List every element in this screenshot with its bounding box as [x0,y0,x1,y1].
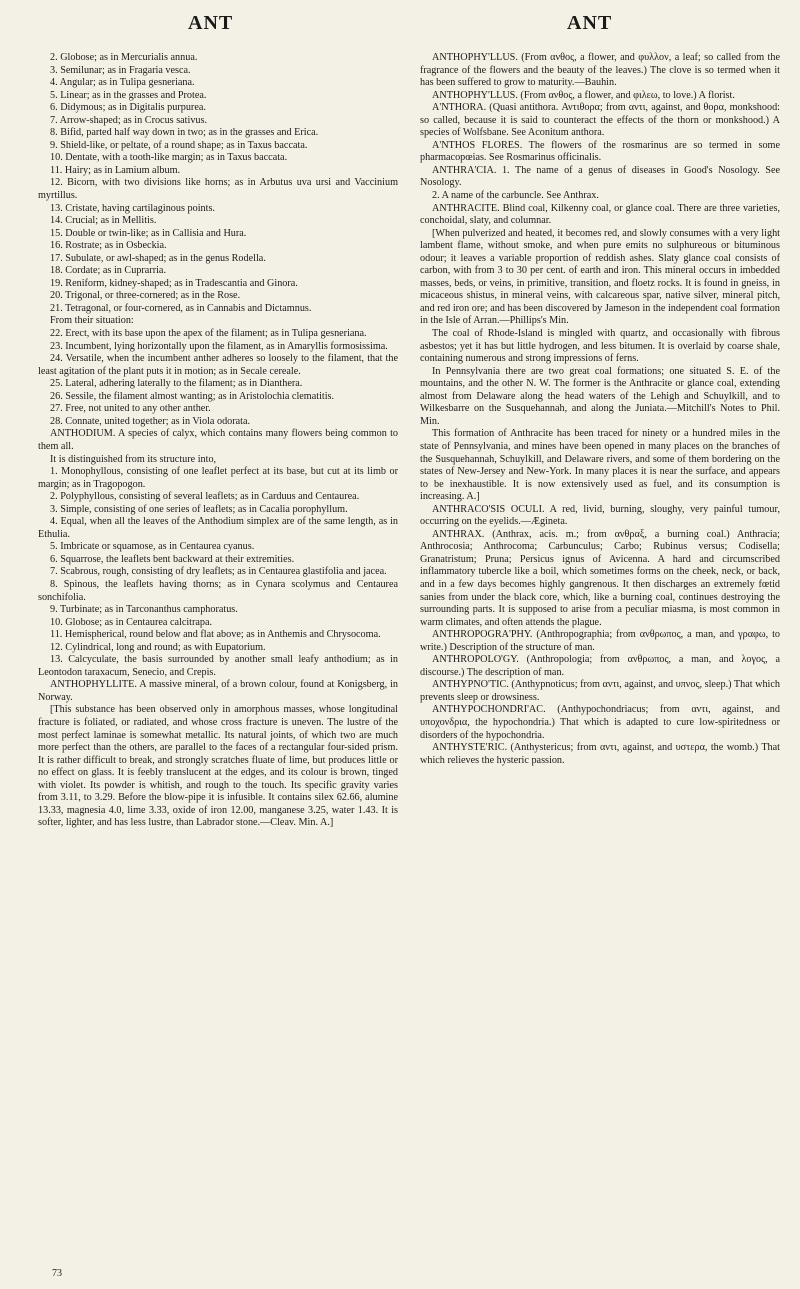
dictionary-entry: 27. Free, not united to any other anther. [50,403,211,415]
dictionary-entry: ANTHOPHYLLITE. A massive mineral, of a brown colour, found at Konigsberg, in Norway. [38,679,398,703]
dictionary-entry: From their situation: [50,315,134,327]
dictionary-entry: 7. Scabrous, rough, consisting of dry leaflets; as in Centaurea glastifolia and jacea. [50,566,387,578]
dictionary-entry: 9. Shield-like, or peltate, of a round shape; as in Taxus baccata. [50,139,308,151]
dictionary-entry: 16. Rostrate; as in Osbeckia. [50,240,167,252]
dictionary-entry: 11. Hemispherical, round below and flat above; as in Anthemis and Chrysocoma. [50,629,381,641]
dictionary-entry: 5. Imbricate or squamose, as in Centaurea cyanus. [50,541,255,553]
dictionary-entry: 14. Crucial; as in Mellitis. [50,215,157,227]
dictionary-entry: 13. Calcyculate, the basis surrounded by another small leafy anthodium; as in Leontodon taraxacum, Senecio, and Crepis. [38,654,398,678]
dictionary-entry: 17. Subulate, or awl-shaped; as in the genus Rodella. [50,252,266,264]
dictionary-entry: 22. Erect, with its base upon the apex of the filament; as in Tulipa gesneriana. [50,328,367,340]
dictionary-entry: 11. Hairy; as in Lamium album. [50,164,181,176]
dictionary-entry: 21. Tetragonal, or four-cornered, as in Cannabis and Dictamnus. [50,302,312,314]
dictionary-entry: 10. Dentate, with a tooth-like margin; as in Taxus baccata. [50,152,288,164]
running-head-left: ANT [188,12,234,34]
dictionary-entry: This formation of Anthracite has been traced for ninety or a hundred miles in the state of Pennsylvania, and mines have been opened in many places on the branches of the Susquehannah, Schuylkill, and Delaware rivers, and some of them bordering on the states of New-Jersey and New-York. In many places it is near the surface, and appears to be inexhaustible. It is now extensively used as fuel, and its consumption is increasing. A.] [420,428,780,503]
dictionary-entry: ANTHROPOGRA'PHY. (Anthropographia; from ανθρωπος, a man, and γραφω, to write.) Description of the structure of man. [420,629,780,653]
dictionary-entry: 2. Polyphyllous, consisting of several leaflets; as in Carduus and Centaurea. [50,491,360,503]
dictionary-entry: ANTHRACO'SIS OCULI. A red, livid, burning, sloughy, very painful tumour, occurring on the eyelids.—Ægineta. [420,503,780,528]
page-number: 73 [52,1268,62,1279]
dictionary-entry: 6. Squarrose, the leaflets bent backward at their extremities. [50,553,295,565]
dictionary-entry: 8. Spinous, the leaflets having thorns; as in Cynara scolymus and Centaurea sonchifolia. [38,578,398,603]
dictionary-entry: 1. Monophyllous, consisting of one leaflet perfect at its base, but cut at its limb or margin; as in Tragopogon. [38,466,398,490]
dictionary-entry: [When pulverized and heated, it becomes red, and slowly consumes with a very light lambent flame, without smoke, and when pure emits no sulphureous or bituminous odour; it leaves a variable proportion of reddish ashes. Slaty glance coal consists of carbon, with from 3 to 30 per cent. of earth and iron. This mineral occurs in imbedded masses, beds, or veins, in primitive, transition, and floetz rocks. It is found in gneiss, in micaceous shistus, in mineral veins, with calcareous spar, native silver, mineral pitch, and red iron ore; and has been discovered by Jameson in the independent coal formation in the Isle of Arran.—Phillips's Min. [420,227,780,327]
dictionary-entry: The coal of Rhode-Island is mingled with quartz, and occasionally with fibrous asbestos; yet it has but little hydrogen, and less bitumen. It is overlaid by coarse shale, containing numerous and strong impressions of ferns. [420,328,780,365]
dictionary-entry: ANTHYPNO'TIC. (Anthypnoticus; from αντι, against, and υπνος, sleep.) That which prevents sleep or drowsiness. [420,679,780,703]
dictionary-entry: 15. Double or twin-like; as in Callisia and Hura. [50,227,247,239]
dictionary-entry: 3. Semilunar; as in Fragaria vesca. [50,64,191,76]
dictionary-entry: ANTHOPHY'LLUS. (From ανθος, a flower, and φιλεω, to love.) A florist. [432,89,735,101]
dictionary-entry: 3. Simple, consisting of one series of leaflets; as in Cacalia porophyllum. [50,503,348,515]
dictionary-entry: 23. Incumbent, lying horizontally upon the filament, as in Amaryllis formosissima. [50,340,388,352]
dictionary-entry: ANTHROPOLO'GY. (Anthropologia; from ανθρωπος, a man, and λογος, a discourse.) The description of man. [420,654,780,678]
dictionary-entry: 7. Arrow-shaped; as in Crocus sativus. [50,114,208,126]
dictionary-entry: A'NTHORA. (Quasi antithora. Αντιθορα; from αντι, against, and θορα, monkshood: so called, because it is said to counteract the effects of the thorn or monkshood.) A species of Wolfsbane. See Aconitum anthora. [420,102,780,139]
dictionary-entry: ANTHOPHY'LLUS. (From ανθος, a flower, and φυλλον, a leaf; so called from the fragrance of the flowers and the beauty of the leaves.) The clove is so termed when it has been suffered to grow to maturity.—Bauhin. [420,52,780,89]
dictionary-entry: 20. Trigonal, or three-cornered; as in the Rose. [50,290,241,302]
dictionary-entry: 2. Globose; as in Mercurialis annua. [50,52,198,63]
dictionary-entry: ANTHRACITE. Blind coal, Kilkenny coal, or glance coal. There are three varieties, conchoidal, slaty, and columnar. [420,202,780,227]
dictionary-entry: 24. Versatile, when the incumbent anther adheres so loosely to the filament, that the least agitation of the plant puts it in motion; as in Secale cereale. [38,353,398,377]
dictionary-entry: ANTHRA'CIA. 1. The name of a genus of diseases in Good's Nosology. See Nosology. [420,164,780,189]
dictionary-entry: 13. Cristate, having cartilaginous points. [50,202,215,214]
dictionary-entry: 4. Equal, when all the leaves of the Anthodium simplex are of the same length, as in Ethulia. [38,516,398,540]
dictionary-entry: A'NTHOS FLORES. The flowers of the rosmarinus are so termed in some pharmacopœias. See Rosmarinus officinalis. [420,139,780,164]
dictionary-entry: ANTHODIUM. A species of calyx, which contains many flowers being common to them all. [38,428,398,452]
dictionary-entry: 18. Cordate; as in Cuprarria. [50,265,166,277]
page-header [0,12,800,46]
dictionary-entry: 5. Linear; as in the grasses and Protea. [50,89,207,101]
dictionary-entry: In Pennsylvania there are two great coal formations; one situated S. E. of the mountains, and the other N. W. The former is the Anthracite or glance coal, extending almost from Delaware along the head waters of the Lehigh and Schuylkill, and to Wilkesbarre on the Susquehannah, and along the Juniata.—Mitchill's Notes to Phil. Min. [420,365,780,427]
dictionary-entry: 8. Bifid, parted half way down in two; as in the grasses and Erica. [50,127,319,139]
left-column [38,52,398,1277]
dictionary-entry: ANTHYPOCHONDRI'AC. (Anthypochondriacus; from αντι, against, and υποχονδρια, the hypochondria.) That which is adapted to cure low-spiritedness or disorders of the hypochondria. [420,704,780,741]
dictionary-entry: ANTHRAX. (Anthrax, acis. m.; from ανθραξ, a burning coal.) Anthracia; Anthrocosia; Anthrocoma; Carbunculus; Carbo; Rubinus versus; Codisella; Granatristum; Pruna; Persicus ignus of Avicenna. A hard and circumscribed inflammatory tubercle like a boil, which sometimes forms on the cheek, neck, or back, and in a few days becomes highly gangrenous. It then discharges an extremely fœtid sanies from under the black core, which, like a burning coal, continues destroying the surrounding parts. It is supposed to arise from a peculiar miasma, is most common in warm climates, and often attends the plague. [420,528,780,628]
dictionary-entry: 6. Didymous; as in Digitalis purpurea. [50,102,206,114]
dictionary-entry: 10. Globose; as in Centaurea calcitrapa. [50,616,213,628]
dictionary-entry: 26. Sessile, the filament almost wanting; as in Aristolochia clematitis. [50,390,335,402]
dictionary-entry: 12. Cylindrical, long and round; as with Eupatorium. [50,641,266,653]
dictionary-entry: 25. Lateral, adhering laterally to the filament; as in Dianthera. [50,378,303,390]
dictionary-entry: ANTHYSTE'RIC. (Anthystericus; from αντι, against, and υστερα, the womb.) That which relieves the hysteric passion. [420,742,780,766]
dictionary-entry: 9. Turbinate; as in Tarconanthus camphoratus. [50,604,238,616]
dictionary-entry: 12. Bicorn, with two divisions like horns; as in Arbutus uva ursi and Vaccinium myrtillus. [38,177,398,202]
dictionary-entry: 4. Angular; as in Tulipa gesneriana. [50,77,195,89]
dictionary-entry: 19. Reniform, kidney-shaped; as in Tradescantia and Ginora. [50,277,298,289]
dictionary-entry: It is distinguished from its structure into, [50,453,217,465]
dictionary-entry: 2. A name of the carbuncle. See Anthrax. [432,190,599,202]
right-column [420,52,780,1277]
dictionary-entry: 28. Connate, united together; as in Viola odorata. [50,415,251,427]
dictionary-entry: [This substance has been observed only in amorphous masses, whose longitudinal fracture is foliated, or radiated, and whose cross fracture is uneven. The lustre of the most perfect laminae is somewhat metallic. Its natural joints, of which two are much more perfect than the others, are parallel to the faces of a rectangular four-sided prism. It is rather difficult to break, and strongly scratches fluate of lime, but produces little or no effect on glass. It is feebly translucent at the edges, and its colour is brown, tinged with violet. Its powder is whitish, and rough to the touch. Its specific gravity varies from 3.11, to 3.29. Before the blow-pipe it is infusible. It contains silex 62.66, alumine 13.33, magnesia 4.0, lime 3.33, oxide of iron 12.00, manganese 3.25, water 1.43. It is softer, lighter, and has less lustre, than Labrador stone.—Cleav. Min. A.] [38,704,398,829]
running-head-right: ANT [567,12,613,34]
